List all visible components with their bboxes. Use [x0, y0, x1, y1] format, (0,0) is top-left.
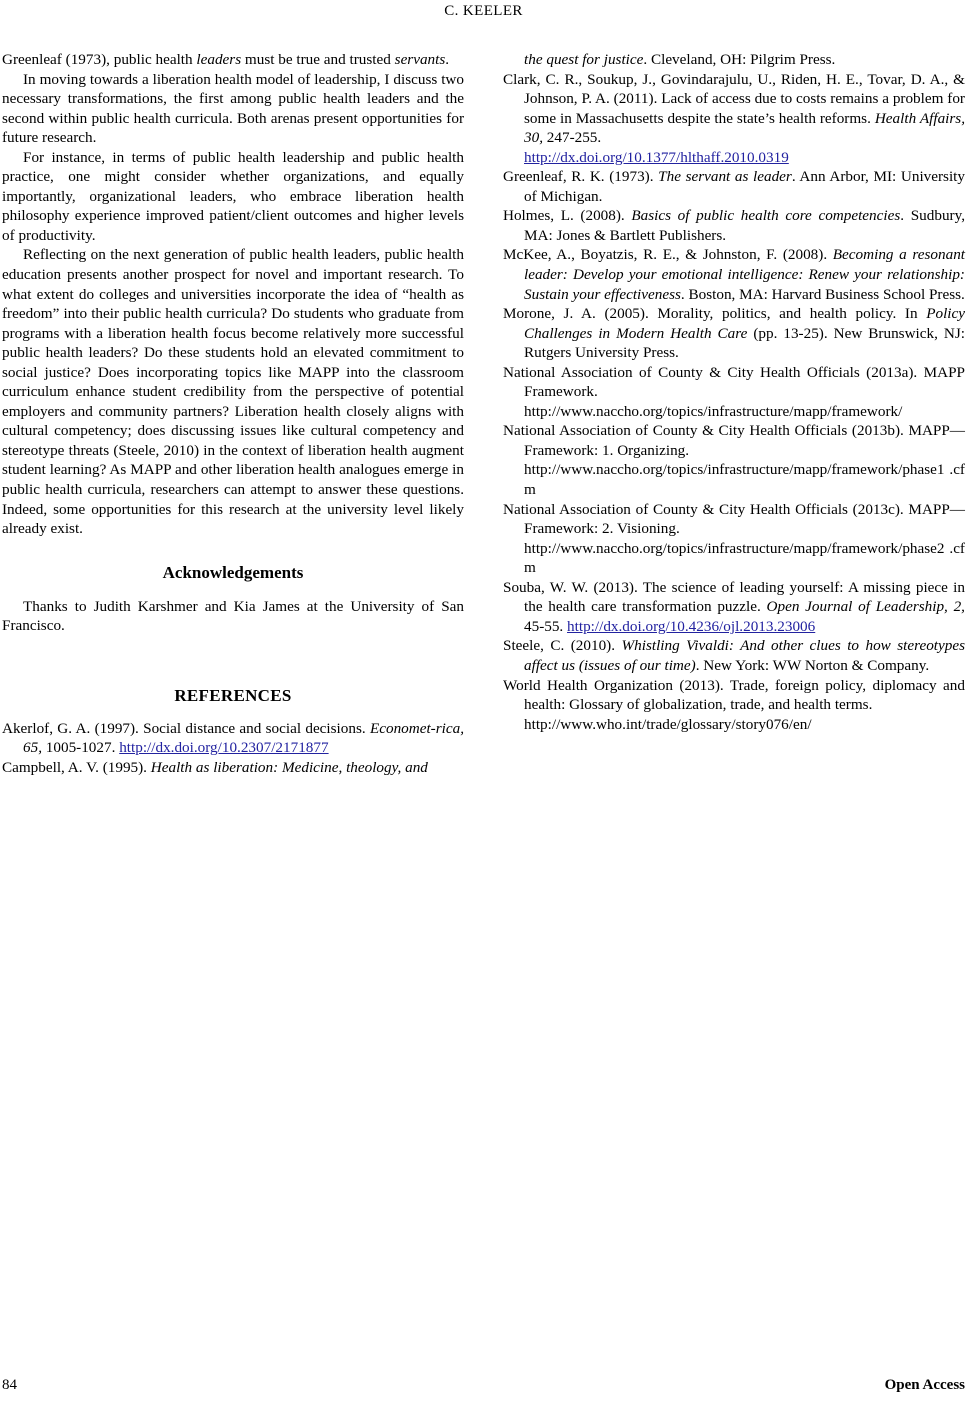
right-column-references [503, 50, 965, 734]
body-paragraph [2, 245, 464, 538]
text-run: . Cleveland, OH: Pilgrim Press. [643, 51, 836, 68]
reference-entry [503, 676, 965, 735]
italic-text: Health Affairs, 30, [524, 109, 965, 147]
italic-text: Economet-rica, 65, [23, 719, 464, 757]
text-run: Clark, C. R., Soukup, J., Govindarajulu, U., Riden, H. E., Tovar, D. A., & Johnson, P. A. (2011). Lack of access due to costs remains a problem for some in Massachusetts despite the state’s health reforms. [503, 70, 965, 127]
text-run: 45-55. [524, 617, 568, 635]
text-run: McKee, A., Boyatzis, R. E., & Johnston, F. (2008). [503, 246, 833, 264]
left-column [2, 50, 464, 777]
acknowledgements-paragraph: Thanks to Judith Karshmer and Kia James at the University of San Francisco. [2, 597, 464, 635]
text-run: 247-255. [542, 129, 602, 147]
reference-entry [503, 245, 965, 304]
text-run: Greenleaf, R. K. (1973). [503, 168, 659, 186]
text-run: Greenleaf (1973), public health [2, 51, 197, 68]
body-paragraph [2, 70, 464, 148]
italic-text: The servant as leader [658, 168, 792, 186]
reference-entry [503, 50, 965, 70]
acknowledgements-heading: Acknowledgements [162, 562, 304, 582]
italic-text: Policy Challenges in Modern Health Care [524, 305, 965, 342]
url-text: http://www.naccho.org/topics/infrastructure/mapp/framework/phase2 .cfm [524, 539, 965, 577]
text-run: National Association of County & City Health Officials (2013b). MAPP—Framework: 1. Organizing. [503, 422, 965, 459]
running-head: C. KEELER [444, 3, 523, 19]
doi-link[interactable]: http://dx.doi.org/10.1377/hlthaff.2010.0319 [524, 148, 789, 166]
right-column [503, 50, 965, 734]
text-run: For instance, in terms of public health leadership and public health practice, one might consider whether organizations, and equally importantly, organizational leaders, who embrace liberation health philosophy experience improved patient/client outcomes and higher levels of productivity. [2, 148, 464, 244]
doi-link[interactable]: http://dx.doi.org/10.2307/2171877 [119, 739, 329, 757]
two-column-body [2, 50, 965, 1340]
reference-entry [503, 363, 965, 422]
italic-text: servants [394, 51, 446, 68]
references-heading: REFERENCES [174, 685, 292, 705]
text-run: . Ann Arbor, MI: University of Michigan. [524, 168, 965, 205]
text-run: (pp. 13-25). New Brunswick, NJ: Rutgers University Press. [524, 324, 965, 362]
text-run: Souba, W. W. (2013). The science of leading yourself: A missing piece in the health care transformation puzzle. [503, 578, 965, 616]
reference-entry [503, 578, 965, 637]
reference-entry [2, 758, 464, 778]
body-paragraph [2, 50, 464, 70]
text-run: must be true and trusted [241, 51, 395, 68]
italic-text: Basics of public health core competencies [631, 207, 901, 225]
text-run: World Health Organization (2013). Trade, foreign policy, diplomacy and health: Glossary of globalization, trade, and health terms. [503, 676, 965, 714]
page-number: 84 [2, 1377, 17, 1393]
italic-text: Open Journal of Leadership, 2, [766, 598, 965, 616]
body-paragraph [2, 148, 464, 246]
text-run: In moving towards a liberation health model of leadership, I discuss two necessary transformations, the first among public health leaders and the second within public health curricula. Both arenas present opportunities for future research. [2, 70, 464, 147]
reference-entry [503, 500, 965, 578]
italic-text: Becoming a resonant leader: Develop your emotional intelligence: Renew your relationship: Sustain your effectiveness [524, 246, 966, 303]
page-footer [2, 1374, 965, 1394]
italic-text: Health as liberation: Medicine, theology, and [150, 758, 428, 776]
text-run: National Association of County & City Health Officials (2013c). MAPP—Framework: 2. Visioning. [503, 500, 965, 538]
text-run: National Association of County & City Health Officials (2013a). MAPP Framework. [503, 363, 965, 401]
italic-text: leaders [196, 51, 242, 68]
open-access-label: Open Access [884, 1377, 965, 1393]
text-run: 1005-1027. [41, 739, 120, 757]
left-column-paragraphs [2, 50, 464, 539]
url-text: http://www.naccho.org/topics/infrastructure/mapp/framework/ [524, 402, 903, 420]
reference-entry [503, 421, 965, 499]
text-run: . New York: WW Norton & Company. [695, 656, 930, 674]
text-run: Morone, J. A. (2005). Morality, politics, and health policy. In [503, 305, 927, 323]
reference-entry [2, 719, 464, 758]
left-column-references [2, 719, 464, 778]
text-run: Steele, C. (2010). [503, 637, 622, 655]
url-text: http://www.who.int/trade/glossary/story076/en/ [524, 715, 812, 733]
italic-text: the quest for justice [524, 51, 644, 68]
text-run: . Boston, MA: Harvard Business School Press. [680, 285, 965, 303]
text-run: Akerlof, G. A. (1997). Social distance and social decisions. [2, 719, 370, 737]
reference-entry [503, 304, 965, 363]
reference-entry [503, 70, 965, 168]
italic-text: Whistling Vivaldi: And other clues to how stereotypes affect us (issues of our time) [524, 637, 966, 674]
reference-entry [503, 636, 965, 675]
url-text: http://www.naccho.org/topics/infrastructure/mapp/framework/phase1 .cfm [524, 461, 965, 499]
reference-entry [503, 167, 965, 206]
text-run: Campbell, A. V. (1995). [2, 758, 151, 776]
text-run: Reflecting on the next generation of public health leaders, public health education presents another prospect for novel and important research. To what extent do colleges and universities incorporate the idea of “health as freedom” into their public health curricula? Do students who graduate from programs with a liberation health focus become relatively more successful public health leaders? Do these students hold an elevated commitment to social justice? Does incorporating topics like MAPP into the classroom curriculum enhance student credibility from the perspective of potential employers and community partners? Liberation health closely aligns with cultural competency; does discussing issues like cultural competency and stereotype threats (Steele, 2010) in the context of liberation health augment student learning? As MAPP and other liberation health analogues emerge in public health curricula, researchers can attempt to answer these questions. Indeed, some opportunities for this research at the university level likely already exist. [2, 246, 464, 538]
reference-entry [503, 206, 965, 245]
text-run: . [445, 51, 450, 68]
text-run: Holmes, L. (2008). [503, 207, 632, 225]
text-run: . Sudbury, MA: Jones & Bartlett Publishers. [524, 207, 965, 244]
doi-link[interactable]: http://dx.doi.org/10.4236/ojl.2013.23006 [567, 617, 816, 635]
